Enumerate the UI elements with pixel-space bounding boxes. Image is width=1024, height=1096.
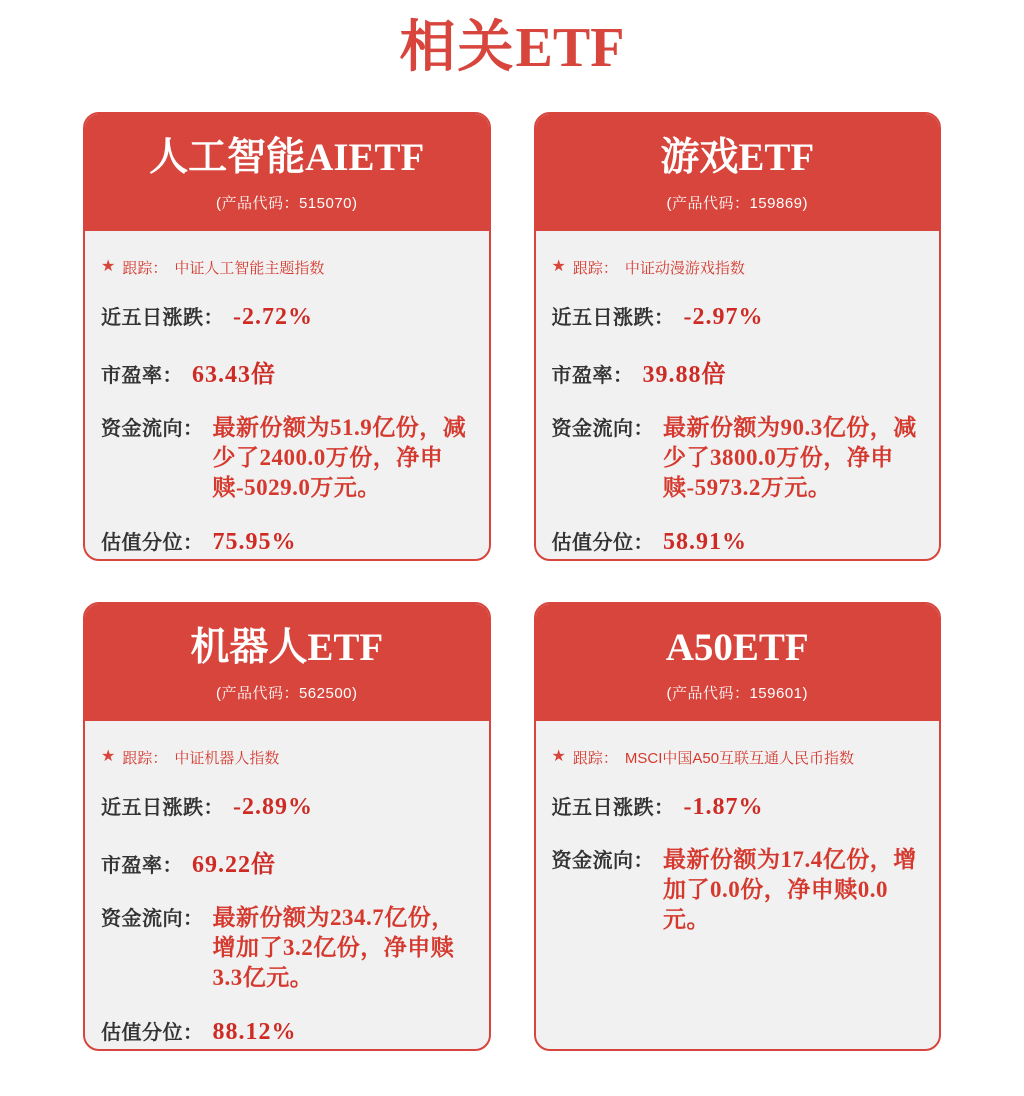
product-code: (产品代码：515070) <box>215 194 358 212</box>
track-row <box>552 257 922 278</box>
pe-value: 39.88倍 <box>642 361 727 388</box>
etf-card-robot <box>83 602 491 1051</box>
change-label: 近五日涨跌： <box>101 306 224 329</box>
pe-value: 63.43倍 <box>192 361 276 388</box>
valuation-value: 58.91% <box>663 528 747 555</box>
track-index: MSCI中国A50互联互通人民币指数 <box>624 749 855 767</box>
card-body <box>536 721 940 1049</box>
star-icon: ★ <box>101 748 116 766</box>
metric-row-change <box>552 301 922 331</box>
card-title-en: ETF <box>738 135 815 179</box>
track-label: 跟踪： <box>122 259 168 277</box>
star-icon: ★ <box>551 748 566 766</box>
product-code: (产品代码：159601) <box>666 684 809 702</box>
valuation-label: 估值分位： <box>101 1021 204 1044</box>
card-title <box>544 135 932 179</box>
change-value: -2.89% <box>233 793 313 820</box>
page-title <box>0 16 1024 80</box>
track-index: 中证人工智能主题指数 <box>174 259 325 277</box>
card-body <box>536 231 940 561</box>
track-index: 中证动漫游戏指数 <box>624 259 745 277</box>
change-label: 近五日涨跌： <box>101 796 224 819</box>
card-title <box>93 625 481 669</box>
track-row <box>101 257 471 278</box>
etf-card-a50 <box>534 602 942 1051</box>
pe-label: 市盈率： <box>551 364 634 387</box>
card-body <box>85 721 489 1051</box>
etf-card-aietf <box>83 112 491 561</box>
track-label: 跟踪： <box>572 749 618 767</box>
product-code: (产品代码：562500) <box>215 684 358 702</box>
track-row <box>101 747 471 768</box>
metric-row-flow <box>101 902 471 993</box>
card-body <box>85 231 489 561</box>
card-header <box>85 114 489 231</box>
flow-value: 最新份额为234.7亿份，增加了3.2亿份，净申赎3.3亿元。 <box>212 904 455 990</box>
change-value: -2.72% <box>233 303 313 330</box>
card-title-cn: 游戏 <box>660 135 739 179</box>
card-title <box>93 135 481 179</box>
metric-row-change <box>101 791 471 821</box>
card-title <box>544 625 932 669</box>
etf-card-game <box>534 112 942 561</box>
card-header <box>536 114 940 231</box>
card-header <box>536 604 940 721</box>
card-title-en: AIETF <box>305 135 425 179</box>
valuation-label: 估值分位： <box>101 531 204 554</box>
metric-row-flow <box>101 412 471 503</box>
flow-value: 最新份额为90.3亿份，减少了3800.0万份，净申赎-5973.2万元。 <box>663 414 917 500</box>
valuation-label: 估值分位： <box>551 531 654 554</box>
card-header <box>85 604 489 721</box>
metric-row-valuation <box>101 526 471 556</box>
change-value: -2.97% <box>683 303 764 330</box>
page-title-cn: 相关 <box>399 15 516 78</box>
valuation-value: 88.12% <box>212 1018 297 1045</box>
flow-value: 最新份额为17.4亿份，增加了0.0份，净申赎0.0元。 <box>663 846 917 932</box>
card-title-en: ETF <box>307 625 384 669</box>
change-label: 近五日涨跌： <box>551 306 675 329</box>
card-title-cn: 机器人 <box>190 625 308 669</box>
flow-label: 资金流向： <box>101 907 204 930</box>
track-label: 跟踪： <box>572 259 618 277</box>
metric-row-flow <box>552 412 922 503</box>
metric-row-flow <box>552 844 922 935</box>
metric-row-valuation <box>552 526 922 556</box>
track-index: 中证机器人指数 <box>174 749 280 767</box>
product-code: (产品代码：159869) <box>666 194 809 212</box>
etf-card-grid <box>83 112 941 1051</box>
card-title-en: A50ETF <box>665 625 809 669</box>
metric-row-change <box>101 301 471 331</box>
track-row <box>552 747 922 768</box>
valuation-value: 75.95% <box>212 528 297 555</box>
track-label: 跟踪： <box>122 749 168 767</box>
star-icon: ★ <box>101 258 116 276</box>
metric-row-valuation <box>101 1016 471 1046</box>
star-icon: ★ <box>551 258 566 276</box>
page-title-en: ETF <box>515 17 625 79</box>
pe-value: 69.22倍 <box>192 851 276 878</box>
flow-label: 资金流向： <box>551 849 654 872</box>
flow-label: 资金流向： <box>101 417 204 440</box>
metric-row-pe <box>101 844 471 879</box>
pe-label: 市盈率： <box>101 364 183 387</box>
metric-row-pe <box>101 354 471 389</box>
change-label: 近五日涨跌： <box>551 796 675 819</box>
metric-row-change <box>552 791 922 821</box>
metric-row-pe <box>552 354 922 389</box>
flow-value: 最新份额为51.9亿份，减少了2400.0万份，净申赎-5029.0万元。 <box>212 414 467 500</box>
card-title-cn: 人工智能 <box>149 135 306 179</box>
change-value: -1.87% <box>683 793 764 820</box>
flow-label: 资金流向： <box>551 417 654 440</box>
pe-label: 市盈率： <box>101 854 183 877</box>
